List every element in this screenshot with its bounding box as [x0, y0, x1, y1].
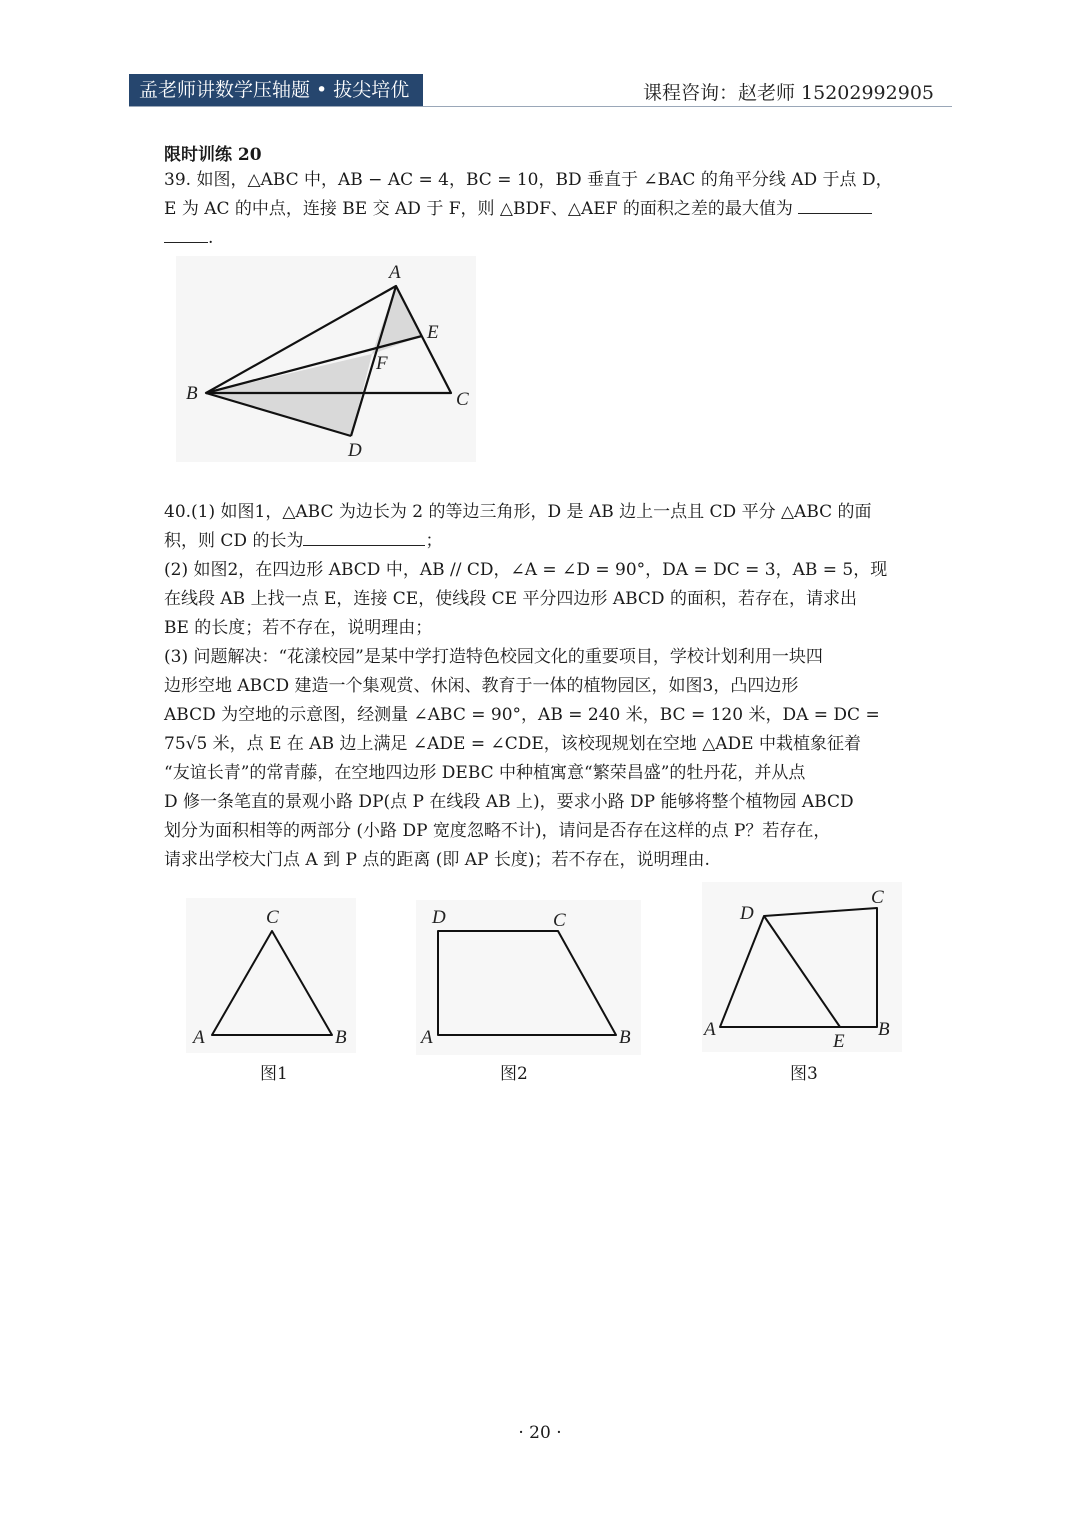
problem-40-1-line-1: 40.(1) 如图1，△ABC 为边长为 2 的等边三角形，D 是 AB 边上一点且 CD 平分 △ABC 的面	[164, 502, 872, 522]
problem-40-3-line-1: (3) 问题解决：“花漾校园”是某中学打造特色校园文化的重要项目，学校计划利用一块四	[164, 647, 823, 667]
header-title-box	[129, 74, 423, 107]
figure-40-2	[416, 900, 641, 1055]
label-c: C	[456, 389, 469, 410]
fig3-label-b: B	[878, 1019, 890, 1040]
fig2-label-d: D	[432, 907, 446, 928]
problem-39	[164, 166, 924, 253]
label-f: F	[376, 353, 388, 374]
label-e: E	[427, 322, 439, 343]
fig1-label-a: A	[193, 1027, 205, 1048]
fig2-label-c: C	[553, 910, 566, 931]
problem-40-1-line-2-text: 积，则 CD 的长为	[164, 531, 304, 551]
problem-39-line-2-text: E 为 AC 的中点，连接 BE 交 AD 于 F，则 △BDF、△AEF 的面积之差的最大值为	[164, 199, 793, 219]
problem-39-line-2	[164, 195, 924, 224]
problem-40-3-line-8: 请求出学校大门点 A 到 P 点的距离 (即 AP 长度)；若不存在，说明理由.	[164, 850, 710, 870]
header-divider	[129, 106, 952, 107]
figure-1-caption: 图1	[260, 1064, 288, 1084]
fig3-label-d: D	[740, 903, 754, 924]
figure-2-caption: 图2	[500, 1064, 528, 1084]
answer-blank-cd	[303, 529, 425, 546]
page-number: · 20 ·	[518, 1423, 562, 1443]
figure-2-background	[416, 900, 641, 1055]
fig2-label-a: A	[421, 1027, 433, 1048]
header-title: 孟老师讲数学压轴题 • 拔尖培优	[139, 79, 410, 101]
fig2-label-b: B	[619, 1027, 631, 1048]
fig3-label-a: A	[704, 1019, 716, 1040]
problem-40-3-line-3: ABCD 为空地的示意图，经测量 ∠ABC = 90°，AB = 240 米，BC = 120 米，DA = DC =	[164, 705, 880, 725]
problem-40-2-line-1: (2) 如图2，在四边形 ABCD 中，AB // CD，∠A = ∠D = 90°，DA = DC = 3，AB = 5，现	[164, 560, 888, 580]
figure-39	[176, 256, 476, 462]
problem-40-3-line-6: D 修一条笔直的景观小路 DP(点 P 在线段 AB 上)，要求小路 DP 能够将整个植物园 ABCD	[164, 792, 854, 812]
header-contact: 课程咨询：赵老师 15202992905	[642, 82, 934, 104]
problem-40-3-line-4: 75√5 米，点 E 在 AB 边上满足 ∠ADE = ∠CDE，该校现规划在空地 △ADE 中栽植象征着	[164, 734, 861, 754]
fig1-label-c: C	[266, 907, 279, 928]
problem-40-3-line-5: “友谊长青”的常青藤，在空地四边形 DEBC 中种植寓意“繁荣昌盛”的牡丹花，并从点	[164, 763, 806, 783]
fig3-label-c: C	[871, 887, 884, 908]
problem-39-line-1: 39. 如图，△ABC 中，AB − AC = 4，BC = 10，BD 垂直于 ∠BAC 的角平分线 AD 于点 D，	[164, 170, 893, 190]
problem-40	[164, 498, 924, 875]
label-b: B	[186, 383, 198, 404]
problem-40-2-line-3: BE 的长度；若不存在，说明理由；	[164, 618, 433, 638]
label-a: A	[389, 262, 401, 283]
section-title: 限时训练 20	[164, 145, 262, 165]
problem-40-1-line-2	[164, 527, 924, 556]
figure-40-3	[702, 882, 902, 1052]
answer-blank-continued	[164, 226, 208, 243]
figure-39-background	[176, 256, 476, 462]
problem-39-line-3	[164, 224, 924, 253]
label-d: D	[348, 440, 362, 461]
problem-40-1-line-2-end: ；	[425, 531, 443, 551]
figure-3-caption: 图3	[790, 1064, 818, 1084]
problem-40-2-line-2: 在线段 AB 上找一点 E，连接 CE，使线段 CE 平分四边形 ABCD 的面积，若存在，请求出	[164, 589, 857, 609]
problem-39-line-3-text: .	[208, 228, 214, 248]
problem-40-3-line-2: 边形空地 ABCD 建造一个集观赏、休闲、教育于一体的植物园区，如图3，凸四边形	[164, 676, 799, 696]
figure-40-1	[186, 898, 356, 1053]
fig3-label-e: E	[833, 1031, 845, 1052]
fig1-label-b: B	[335, 1027, 347, 1048]
answer-blank	[798, 197, 872, 214]
problem-40-3-line-7: 划分为面积相等的两部分 (小路 DP 宽度忽略不计)，请问是否存在这样的点 P？若存在，	[164, 821, 831, 841]
